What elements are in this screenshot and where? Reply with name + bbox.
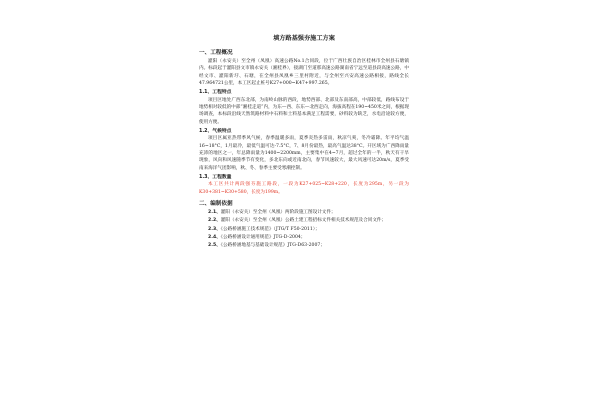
engineering-features-paragraph: 项目区地处广西东北部，为南岭山脉的西段，地势西部、北部及东南部高，中部较低，路线布设于地势相对较低的中部“湘桂走道”内，为东—西、东东—北西走向，海拔高程在190~450米之间，根据现场调查，本标段沿线天然筑路材料中石料和土料基本满足工程需要，砂料较为缺乏，水电沿途较方便，使用方便。	[199, 97, 409, 125]
reference-number: 2.5、	[208, 243, 221, 249]
document-title: 填方路基强夯施工方案	[273, 35, 335, 42]
section-heading-basis: 二、编制依据	[199, 200, 233, 207]
reference-number: 2.1、	[208, 209, 221, 215]
reference-text: 《公路桥涵地基与基础设计规范》JTG-D63-2007；	[220, 243, 325, 249]
subheading-climate: 1.2、气候特点	[199, 128, 232, 134]
subheading-engineering-features: 1.1、工程特点	[199, 90, 232, 96]
document-body	[199, 34, 409, 249]
reference-item	[199, 226, 409, 233]
climate-paragraph: 项目区属亚热带季风气候，春季温暖多雨，夏季炎热多雷雨，秋凉气爽，冬冷霜降。年平均气温16~18°C，1月最冷，最低气温可达-7.5°C，7、8月份最热，最高气温达38°C。开区域为广西降雨量充沛的地区之一，年总降雨量为1400~2200mm，主要集中在4~7月，超过全年的一半，秋天有干旱现象，风向和风速随季节有变化，多北东向或近南北向，春节风速较大，最大风速可达20m/s，夏季受南来海洋气团影响，秋、冬、春季主要受寒潮控制。	[199, 136, 409, 171]
section-spacer	[199, 196, 409, 198]
reference-item	[199, 209, 409, 216]
reference-number: 2.3、	[208, 226, 221, 232]
reference-item	[199, 242, 409, 249]
reference-number: 2.2、	[208, 218, 221, 224]
reference-text: 灌阳（永安关）至全州（凤凰）两阶段施工图设计文件；	[220, 209, 336, 215]
overview-paragraph: 灌阳（永安关）至全州（凤凰）高速公路No.1合同段，位于广西壮族自治区桂林市全州县石塘镇内。标段起于灌阳县文市镇永安关（湘桂界），接湖门至道那高速公路湖南省宁远至道县段高速公路，中经文市、灌阳新圩、石塘，在全州县凤凰乡三里村附近，与全州至兴安高速公路相接，路线全长47.964721公里，本工区起止桩号K27+000~K47+997.265。	[199, 59, 409, 86]
reference-text: 《公路桥涵施工技术规范》（JTG/T F50-2011）；	[220, 226, 320, 232]
section-heading-overview: 一、工程概况	[199, 50, 233, 56]
reference-text: 灌阳（永安关）至全州（凤凰）公路土建工程招标文件相关技术规范及合同文件；	[220, 218, 387, 224]
reference-item	[199, 217, 409, 224]
reference-number: 2.4、	[208, 234, 221, 240]
reference-item	[199, 234, 409, 241]
reference-text: 《公路桥涵设计通用规范》JTG-D-2004；	[220, 234, 306, 240]
quantities-paragraph: 本工区共计两段强夯施工路段，一段为K27+025~K28+220，长度为295m，另一段为K30+381~K30+580，长度为199m。	[199, 182, 409, 195]
subheading-quantities: 1.3、工程数量	[199, 174, 232, 180]
